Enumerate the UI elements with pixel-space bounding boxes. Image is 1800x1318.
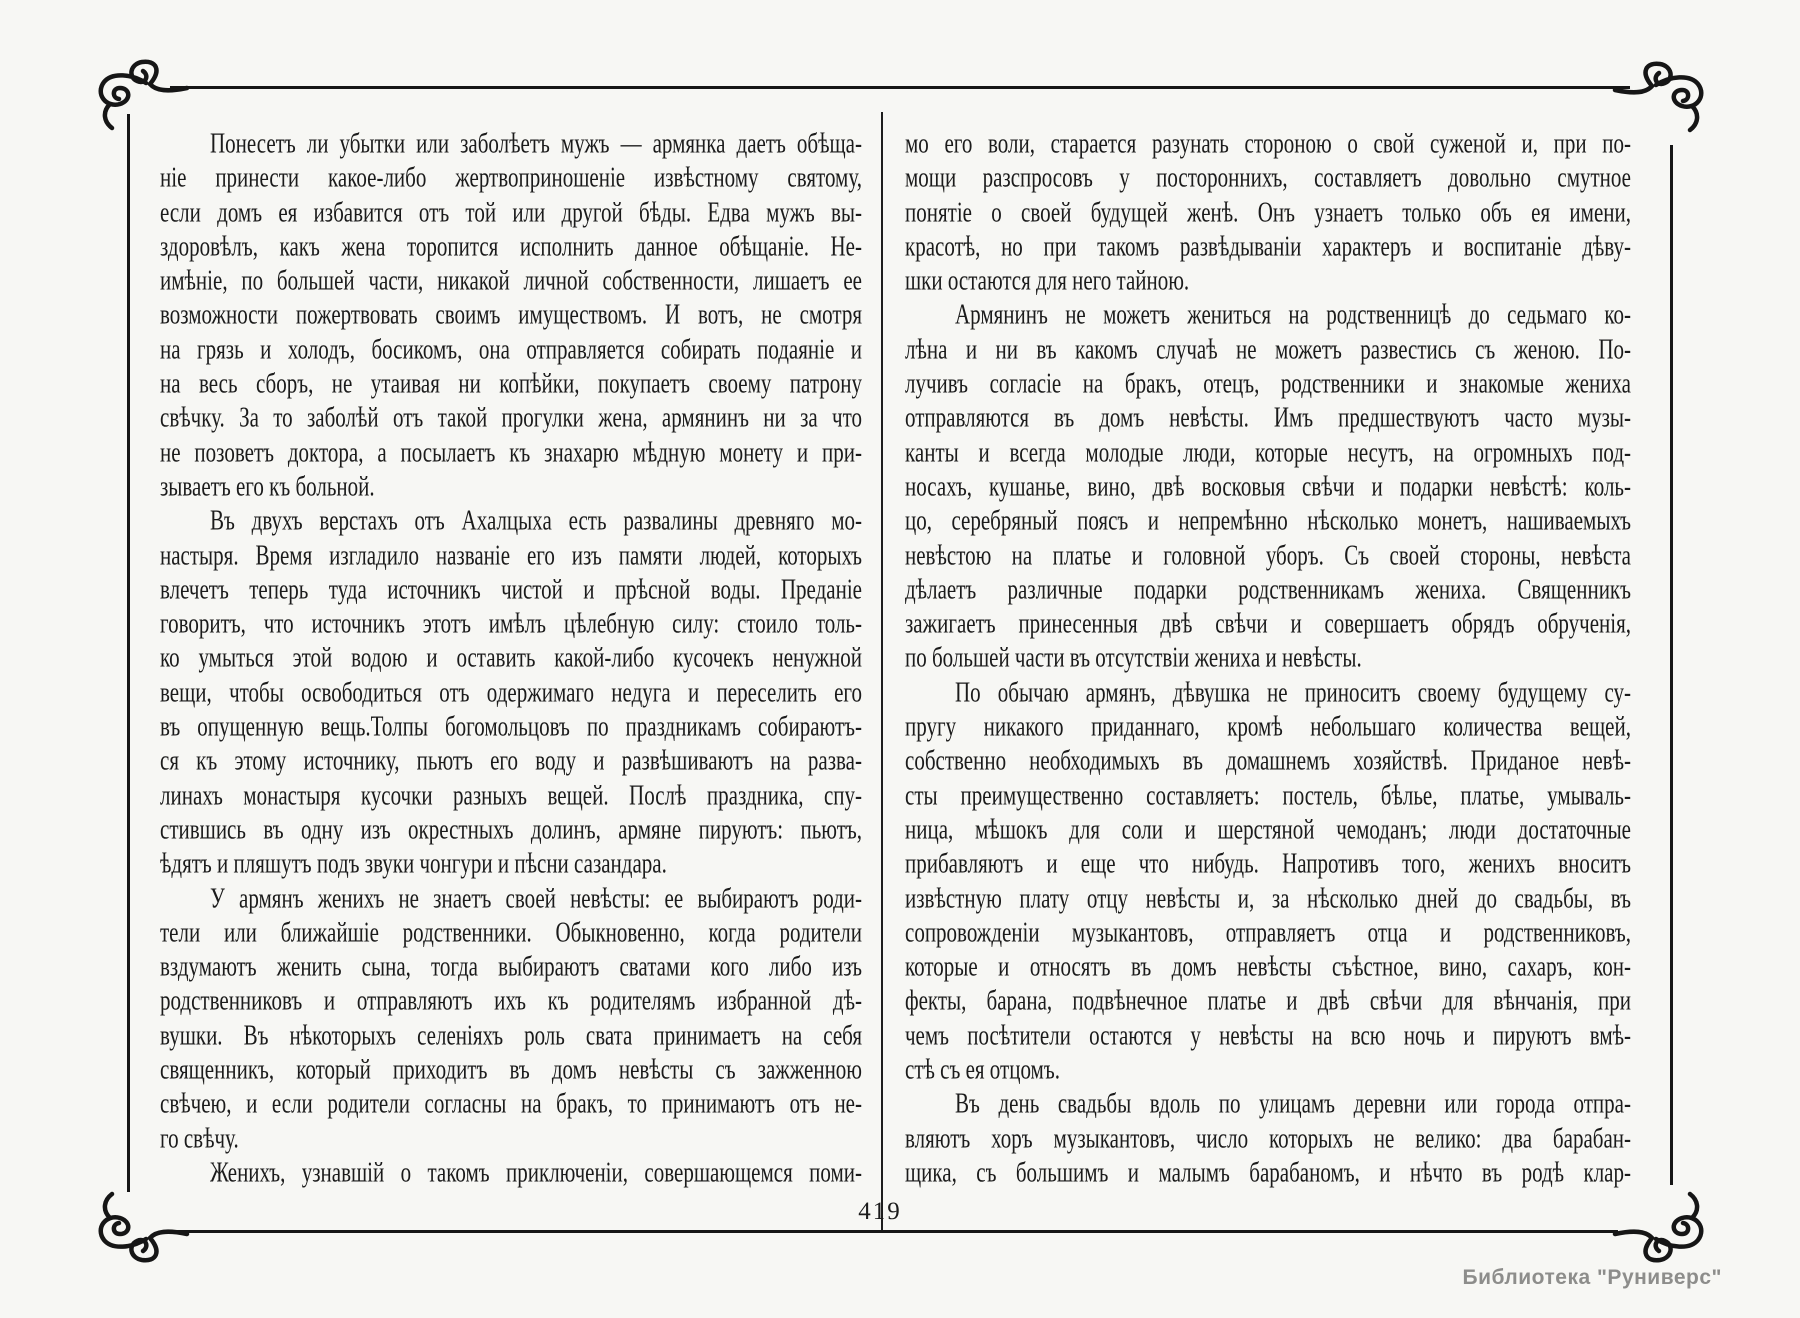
text-line: свѣчку. За то заболѣй отъ такой прогулки жена, армянинъ ни за что: [160, 400, 862, 434]
frame-border-right: [1670, 145, 1673, 1185]
text-line: ко умыться этой водою и оставить какой-либо кусочекъ ненужной: [160, 640, 862, 674]
text-line: свѣчею, и если родители согласны на бракъ, то принимаютъ отъ не-: [160, 1086, 862, 1120]
text-line: зажигаетъ принесенныя двѣ свѣчи и совершаетъ обрядъ обрученія,: [905, 606, 1631, 640]
corner-flourish-icon: [90, 1186, 190, 1264]
text-line: лѣна и ни въ какомъ случаѣ не можетъ развестись съ женою. По-: [905, 332, 1631, 366]
text-line: го свѣчу.: [160, 1120, 239, 1155]
text-line: Армянинъ не можетъ жениться на родственницѣ до седьмаго ко-: [955, 297, 1631, 331]
text-line: вушки. Въ нѣкоторыхъ селеніяхъ роль свата принимаетъ на себя: [160, 1018, 862, 1052]
text-line: фекты, барана, подвѣнечное платье и двѣ свѣчи для вѣнчанія, при: [905, 983, 1631, 1017]
text-line: Въ двухъ верстахъ отъ Ахалцыха есть развалины древняго мо-: [210, 503, 862, 537]
text-line: У армянъ женихъ не знаетъ своей невѣсты: ее выбираютъ роди-: [210, 880, 862, 915]
text-line: Понесетъ ли убытки или заболѣетъ мужъ — армянка даетъ обѣща-: [210, 126, 862, 160]
text-line: По обычаю армянъ, дѣвушка не приноситъ своему будущему су-: [955, 675, 1631, 709]
text-line: родственниковъ и отправляютъ ихъ къ родителямъ избранной дѣ-: [160, 983, 862, 1017]
text-line: если домъ ея избавится отъ той или другой бѣды. Едва мужъ вы-: [160, 194, 862, 229]
text-line: вздумаютъ женить сына, тогда выбираютъ сватами кого либо изъ: [160, 949, 862, 983]
left-text-column: [160, 126, 862, 1189]
text-line: тели или ближайшіе родственники. Обыкновенно, когда родители: [160, 915, 862, 949]
column-divider-rule: [881, 112, 883, 1230]
text-line: возможности пожертвовать своимъ имуществомъ. И вотъ, не смотря: [160, 297, 862, 331]
text-line: линахъ монастыря кусочки разныхъ вещей. Послѣ праздника, спу-: [160, 778, 862, 812]
text-line: извѣстную плату отцу невѣсты и, за нѣсколько дней до свадьбы, въ: [905, 880, 1631, 915]
text-line: понятіе о своей будущей женѣ. Онъ узнаетъ только объ ея имени,: [905, 194, 1631, 229]
text-line: цо, серебряный поясъ и непремѣнно нѣсколько монетъ, нашиваемыхъ: [905, 503, 1631, 537]
text-line: мо его воли, старается разунать стороною о свой суженой и, при по-: [905, 126, 1631, 160]
text-line: говоритъ, что источникъ этотъ имѣлъ цѣлебную силу: стоило толь-: [160, 606, 862, 640]
frame-border-bottom: [175, 1230, 1618, 1233]
text-line: зываетъ его къ больной.: [160, 469, 375, 503]
text-line: собственно необходимыхъ въ домашнемъ хозяйствѣ. Приданое невѣ-: [905, 743, 1631, 777]
text-line: щика, съ большимъ и малымъ барабаномъ, и нѣчто въ родѣ клар-: [905, 1155, 1631, 1189]
text-line: влечетъ теперь туда источникъ чистой и прѣсной воды. Преданіе: [160, 572, 862, 606]
library-watermark: Библиотека "Руниверс": [1462, 1266, 1722, 1289]
text-line: пругу никакого приданнаго, кромѣ небольшаго количества вещей,: [905, 709, 1631, 743]
page-number: 419: [858, 1198, 902, 1225]
text-line: на весь сборъ, не утаивая ни копѣйки, покупаетъ своему патрону: [160, 366, 862, 400]
text-line: стѣ съ ея отцомъ.: [905, 1052, 1060, 1086]
text-line: Женихъ, узнавшій о такомъ приключеніи, совершающемся поми-: [210, 1155, 862, 1189]
text-line: Въ день свадьбы вдоль по улицамъ деревни или города отпра-: [955, 1086, 1631, 1120]
text-line: ница, мѣшокъ для соли и шерстяной чемоданъ; люди достаточные: [905, 812, 1631, 846]
text-line: лучивъ согласіе на бракъ, отецъ, родственники и знакомые жениха: [905, 366, 1631, 400]
text-line: красотѣ, но при такомъ развѣдываніи характеръ и воспитаніе дѣву-: [905, 229, 1631, 263]
text-line: въ опущенную вещь.Толпы богомольцовъ по праздникамъ собираютъ-: [160, 709, 862, 743]
text-line: по большей части въ отсутствіи жениха и невѣсты.: [905, 640, 1362, 674]
text-line: мощи разспросовъ у постороннихъ, составляетъ довольно смутное: [905, 160, 1631, 194]
text-line: священникъ, который приходитъ въ домъ невѣсты съ зажженною: [160, 1052, 862, 1086]
text-line: ніе принести какое-либо жертвоприношеніе извѣстному святому,: [160, 160, 862, 194]
text-line: ся къ этому источнику, пьютъ его воду и развѣшиваютъ на разва-: [160, 743, 862, 777]
text-line: сты преимущественно составляетъ: постель, бѣлье, платье, умываль-: [905, 778, 1631, 812]
text-line: здоровѣлъ, какъ жена торопится исполнить данное обѣщаніе. Не-: [160, 229, 862, 263]
text-line: не позоветъ доктора, а посылаетъ къ знахарю мѣдную монету и при-: [160, 435, 862, 469]
text-line: ѣдятъ и пляшутъ подъ звуки чонгури и пѣсни сазандара.: [160, 846, 667, 880]
corner-flourish-icon: [1612, 1186, 1712, 1264]
text-line: канты и всегда молодые люди, которые несутъ, на огромныхъ под-: [905, 435, 1631, 469]
text-line: на грязь и холодъ, босикомъ, она отправляется собирать подаяніе и: [160, 332, 862, 366]
frame-border-top: [170, 86, 1630, 89]
text-line: стившись въ одну изъ окрестныхъ долинъ, армяне пируютъ: пьютъ,: [160, 812, 862, 846]
frame-border-left: [127, 114, 130, 1192]
text-line: прибавляютъ и еще что нибудь. Напротивъ того, женихъ вноситъ: [905, 846, 1631, 880]
text-line: чемъ посѣтители остаются у невѣсты на всю ночь и пируютъ вмѣ-: [905, 1018, 1631, 1052]
right-text-column: [905, 126, 1631, 1189]
text-line: вляютъ хоръ музыкантовъ, число которыхъ не велико: два барабан-: [905, 1120, 1631, 1155]
text-line: вещи, чтобы освободиться отъ одержимаго недуга и переселить его: [160, 675, 862, 709]
text-line: носахъ, кушанье, вино, двѣ восковыя свѣчи и подарки невѣстѣ: коль-: [905, 469, 1631, 503]
text-line: шки остаются для него тайною.: [905, 263, 1190, 297]
text-line: отправляются въ домъ невѣсты. Имъ предшествуютъ часто музы-: [905, 400, 1631, 434]
text-line: дѣлаетъ различные подарки родственникамъ жениха. Священникъ: [905, 572, 1631, 606]
text-line: сопровожденіи музыкантовъ, отправляетъ отца и родственниковъ,: [905, 915, 1631, 949]
text-line: невѣстою на платье и головной уборъ. Съ своей стороны, невѣста: [905, 537, 1631, 572]
text-line: которые и относятъ въ домъ невѣсты съѣстное, вино, сахаръ, кон-: [905, 949, 1631, 983]
text-line: настыря. Время изгладило названіе его изъ памяти людей, которыхъ: [160, 537, 862, 572]
text-line: имѣніе, по большей части, никакой личной собственности, лишаетъ ее: [160, 263, 862, 297]
